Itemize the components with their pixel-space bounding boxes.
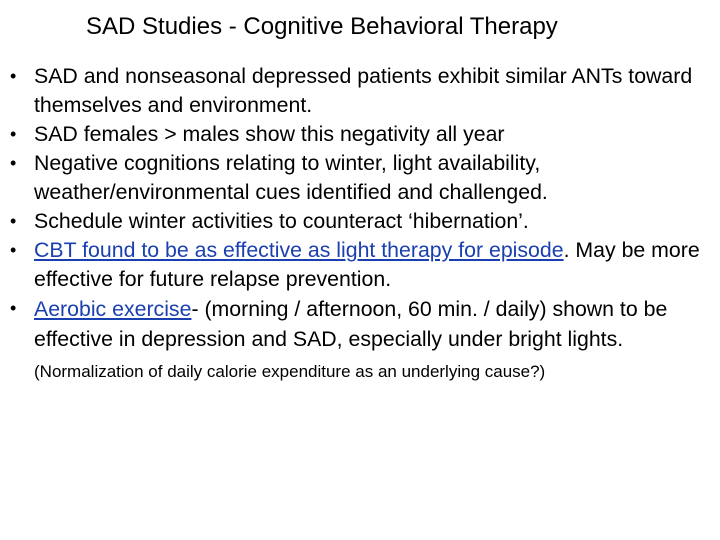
bullet-item-cbt-effective xyxy=(10,236,710,294)
aerobic-exercise-link[interactable]: Aerobic exercise xyxy=(34,297,192,321)
bullet-item-females-males xyxy=(10,120,710,149)
bullet-icon: • xyxy=(10,240,17,260)
cbt-effective-link[interactable]: CBT found to be as effective as light therapy for episode xyxy=(34,238,564,262)
bullet-text: SAD females > males show this negativity all year xyxy=(34,122,505,146)
bullet-text: Negative cognitions relating to winter, light availability, weather/environmental cues identified and challenged. xyxy=(34,151,548,204)
bullet-item-sad-similar-ants xyxy=(10,62,710,120)
bullet-item-aerobic-exercise xyxy=(10,294,710,386)
bullet-item-negative-cognitions xyxy=(10,149,710,207)
slide-title xyxy=(86,10,566,44)
bullet-icon: • xyxy=(10,298,17,318)
bullet-text: . May be more effective for future relapse prevention. xyxy=(34,238,700,291)
bullet-icon: • xyxy=(10,211,17,231)
title-text: SAD Studies - Cognitive Behavioral Therapy xyxy=(86,13,558,40)
bullet-item-winter-activities xyxy=(10,207,710,236)
bullet-icon: • xyxy=(10,124,17,144)
bullet-list xyxy=(10,62,710,386)
bullet-text: Schedule winter activities to counteract ‘hibernation’. xyxy=(34,209,529,233)
bullet-text: SAD and nonseasonal depressed patients exhibit similar ANTs toward themselves and environment. xyxy=(34,64,693,117)
bullet-icon: • xyxy=(10,66,17,86)
bullet-note: (Normalization of daily calorie expenditure as an underlying cause?) xyxy=(34,362,546,381)
bullet-icon: • xyxy=(10,153,17,173)
bullet-text: - (morning / afternoon, 60 min. / daily) shown to be effective in depression and SAD, especially under bright lights. xyxy=(34,297,668,351)
